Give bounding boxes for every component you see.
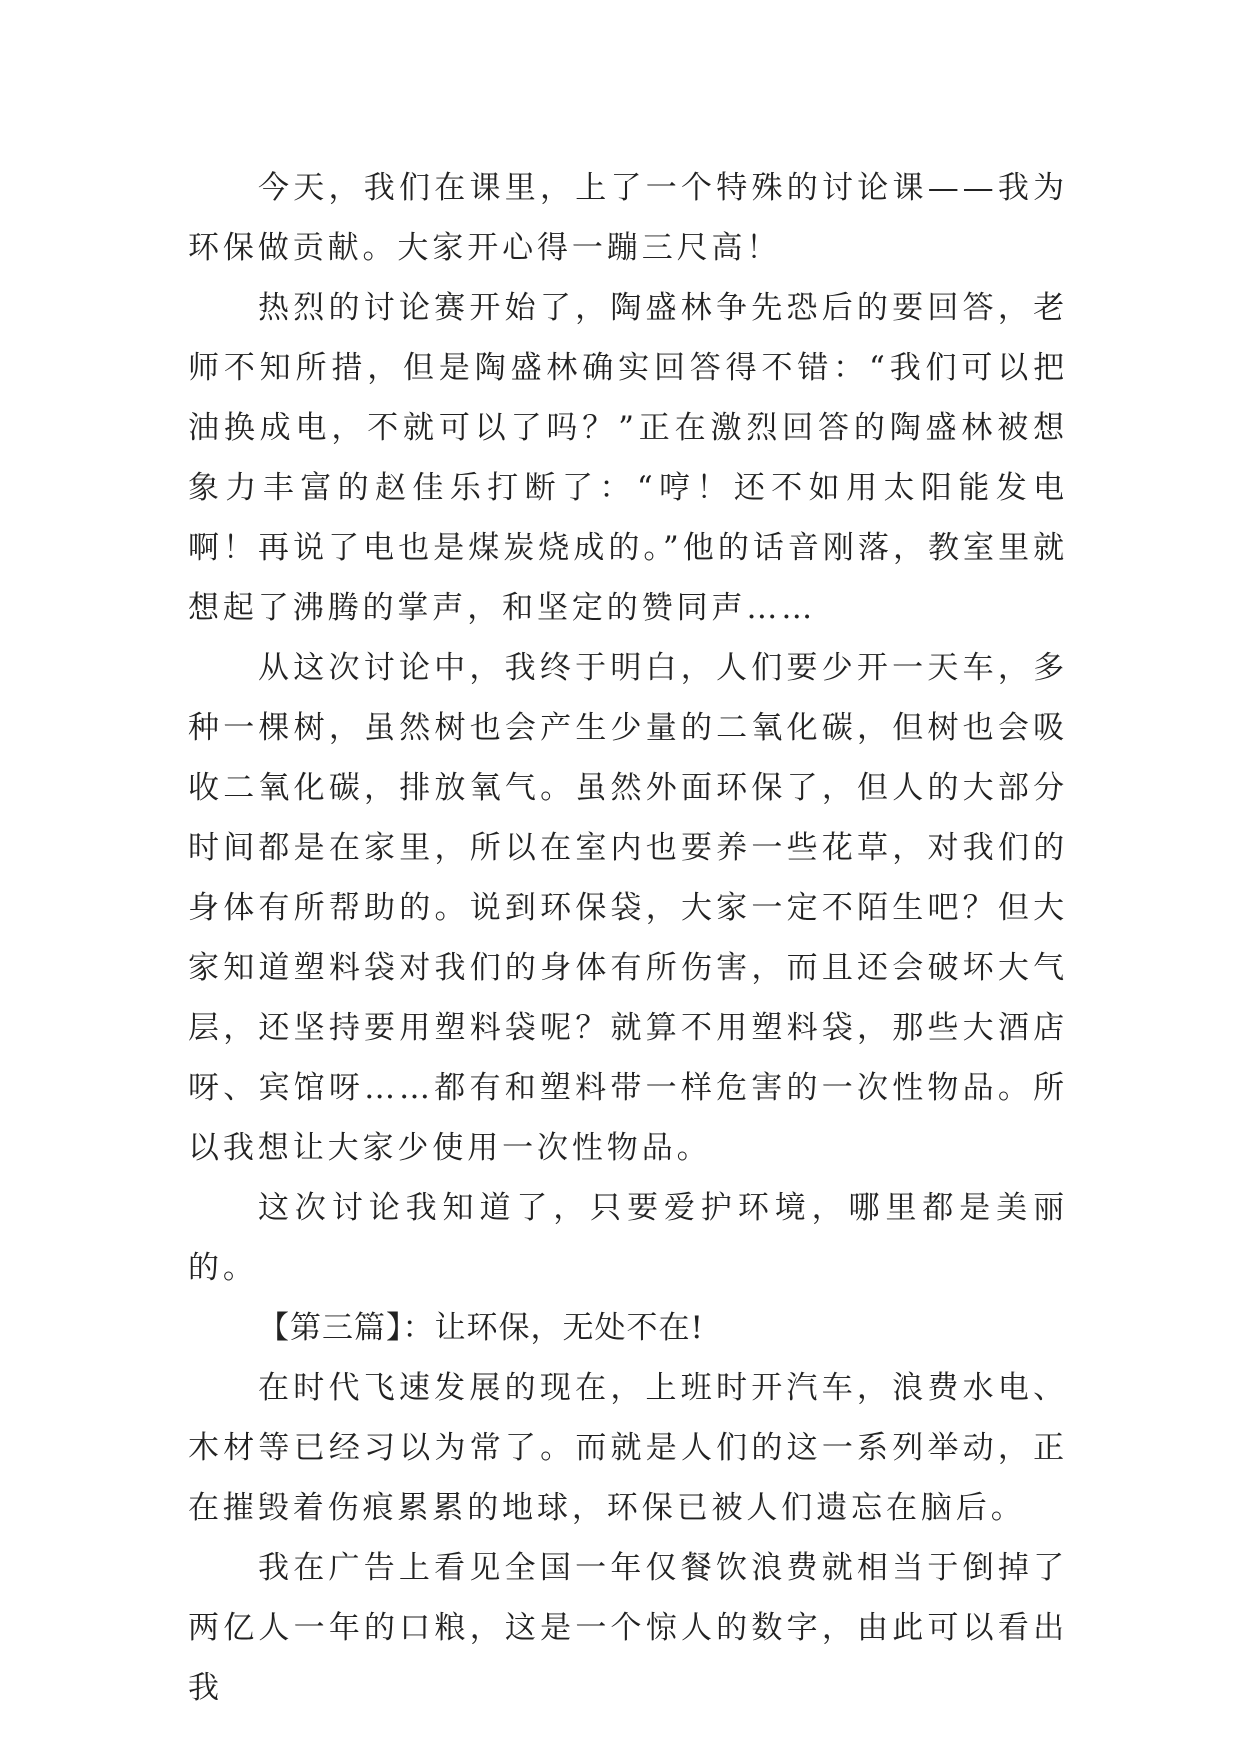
paragraph: 今天，我们在课里，上了一个特殊的讨论课——我为环保做贡献。大家开心得一蹦三尺高！	[188, 170, 1068, 266]
paragraph: 这次讨论我知道了，只要爱护环境，哪里都是美丽的。	[188, 1190, 1068, 1286]
paragraph: 从这次讨论中，我终于明白，人们要少开一天车，多种一棵树，虽然树也会产生少量的二氧化碳，但树也会吸收二氧化碳，排放氧气。虽然外面环保了，但人的大部分时间都是在家里，所以在室内也要养一些花草，对我们的身体有所帮助的。说到环保袋，大家一定不陌生吧？但大家知道塑料袋对我们的身体有所伤害，而且还会破坏大气层，还坚持要用塑料袋呢？就算不用塑料袋，那些大酒店呀、宾馆呀……都有和塑料带一样危害的一次性物品。所以我想让大家少使用一次性物品。	[188, 650, 1068, 1166]
paragraph: 在时代飞速发展的现在，上班时开汽车，浪费水电、木材等已经习以为常了。而就是人们的这一系列举动，正在摧毁着伤痕累累的地球，环保已被人们遗忘在脑后。	[188, 1370, 1068, 1526]
paragraph: 我在广告上看见全国一年仅餐饮浪费就相当于倒掉了两亿人一年的口粮，这是一个惊人的数字，由此可以看出我	[188, 1550, 1068, 1706]
document-page	[188, 158, 1068, 1718]
paragraph: 热烈的讨论赛开始了，陶盛林争先恐后的要回答，老师不知所措，但是陶盛林确实回答得不错：“我们可以把油换成电，不就可以了吗？”正在激烈回答的陶盛林被想象力丰富的赵佳乐打断了：“哼！还不如用太阳能发电啊！再说了电也是煤炭烧成的。”他的话音刚落，教室里就想起了沸腾的掌声，和坚定的赞同声……	[188, 290, 1068, 626]
section-heading: 【第三篇】：让环保，无处不在!	[258, 1310, 704, 1346]
